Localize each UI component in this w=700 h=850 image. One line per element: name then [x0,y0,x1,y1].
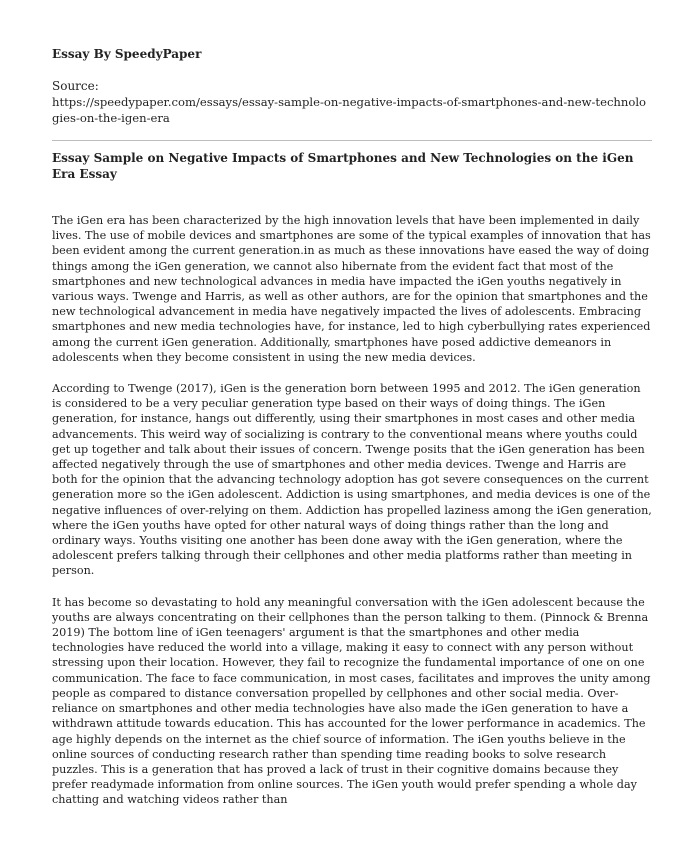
source-url: https://speedypaper.com/essays/essay-sample-on-negative-impacts-of-smartphones-and-new-technologies-on-the-igen-era [52,95,647,125]
paragraph-2: According to Twenge (2017), iGen is the generation born between 1995 and 2012. The iGen generation is considered to be a very peculiar generation type based on their ways of doing things. The iGen generation, for instance, hangs out differently, using their smartphones in most cases and other media advancements. This weird way of socializing is contrary to the conventional means where youths could get up together and talk about their issues of concern. Twenge posits that the iGen generation has been affected negatively through the use of smartphones and other media devices. Twenge and Harris are both for the opinion that the advancing technology adoption has got severe consequences on the current generation more so the iGen adolescent. Addiction is using smartphones, and media devices is one of the negative influences of over-relying on them. Addiction has propelled laziness among the iGen generation, where the iGen youths have opted for other natural ways of doing things rather than the long and ordinary ways. Youths visiting one another has been done away with the iGen generation, where the adolescent prefers talking through their cellphones and other media platforms rather than meeting in person. [52,382,652,578]
paragraph-3: It has become so devastating to hold any meaningful conversation with the iGen adolescent because the youths are always concentrating on their cellphones than the person talking to them. (Pinnock & Brenna 2019) The bottom line of iGen teenagers' argument is that the smartphones and other media technologies have reduced the world into a village, making it easy to connect with any person without stressing upon their location. However, they fail to recognize the fundamental importance of one on one communication. The face to face communication, in most cases, facilitates and improves the unity among people as compared to distance conversation propelled by cellphones and other social media. Over-reliance on smartphones and other media technologies have also made the iGen generation to have a withdrawn attitude towards education. This has accounted for the lower performance in academics. The age highly depends on the internet as the chief source of information. The iGen youths believe in the online sources of conducting research rather than spending time reading books to solve research puzzles. This is a generation that has proved a lack of trust in their cognitive domains because they prefer readymade information from online sources. The iGen youth would prefer spending a whole day chatting and watching videos rather than [52,595,651,807]
header-divider [52,140,652,141]
essay-body [52,213,652,824]
source-label: Source: [52,79,99,93]
essay-title: Essay Sample on Negative Impacts of Smartphones and New Technologies on the iGen Era Essay [52,151,634,181]
paragraph-1: The iGen era has been characterized by the high innovation levels that have been implemented in daily lives. The use of mobile devices and smartphones are some of the typical examples of innovation that has been evident among the current generation.in as much as these innovations have eased the way of doing things among the iGen generation, we cannot also hibernate from the evident fact that most of the smartphones and new technological advances in media have impacted the iGen youths negatively in various ways. Twenge and Harris, as well as other authors, are for the opinion that smartphones and the new technological advancement in media have negatively impacted the lives of adolescents. Embracing smartphones and new media technologies have, for instance, led to high cyberbullying rates experienced among the current iGen generation. Additionally, smartphones have posed addictive demeanors in adolescents when they become consistent in using the new media devices. [52,214,651,364]
brand-line: Essay By SpeedyPaper [52,47,202,61]
